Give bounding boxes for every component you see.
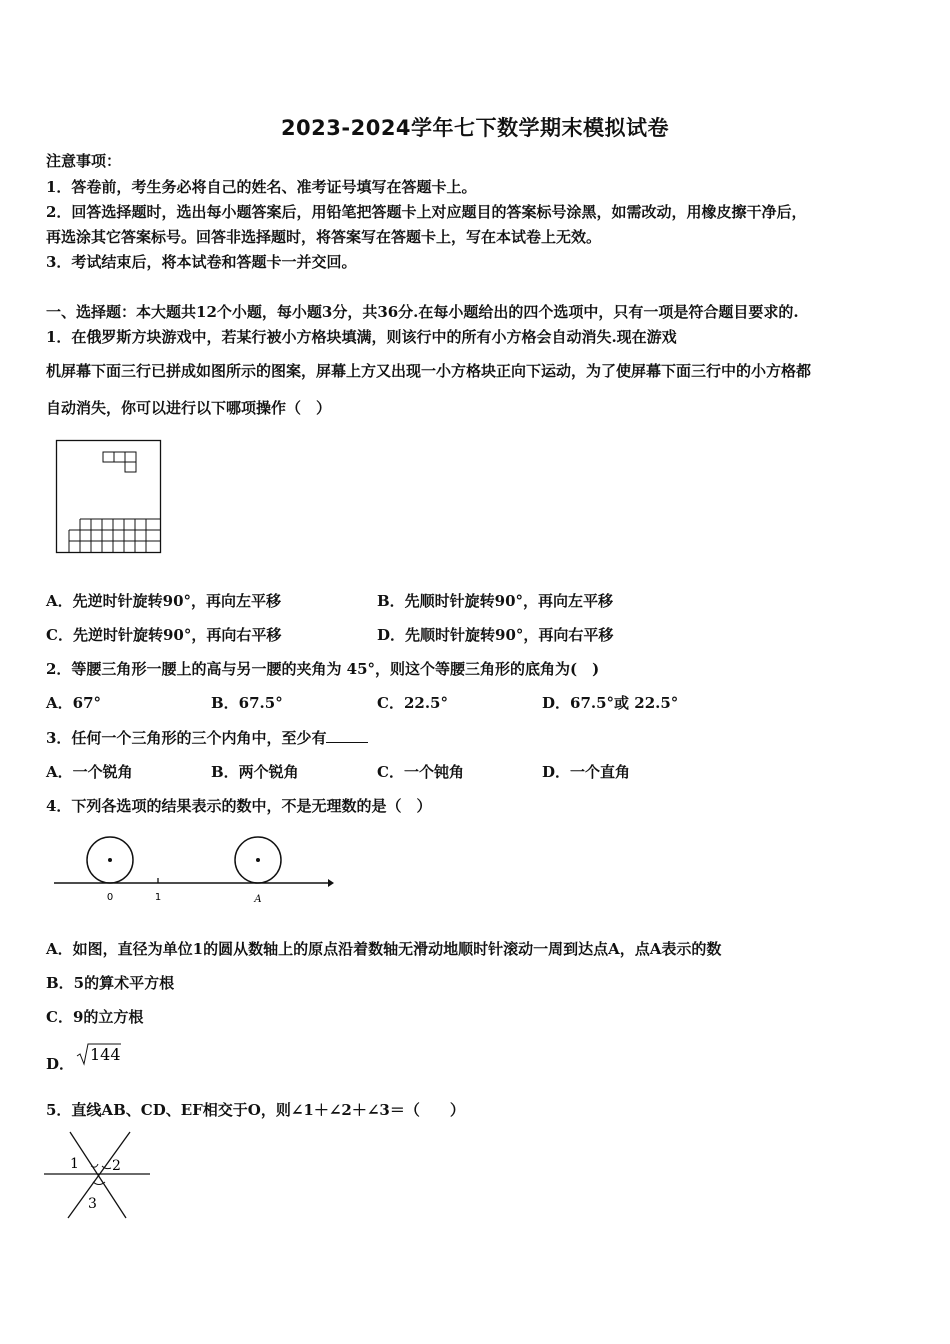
angle-label-1: 1	[70, 1156, 79, 1172]
q3-option-a[interactable]: A．一个锐角	[46, 763, 133, 781]
number-line-figure	[52, 836, 334, 908]
notice-item-2: 2．回答选择题时，选出每小题答案后，用铅笔把答题卡上对应题目的答案标号涂黑，如需改动，用橡皮擦干净后，	[46, 203, 807, 221]
q4-stem: 4．下列各选项的结果表示的数中，不是无理数的是（ ）	[46, 797, 432, 815]
page-title: 2023-2024学年七下数学期末模拟试卷	[280, 116, 670, 140]
q4-option-d[interactable]: D．	[46, 1055, 75, 1073]
notice-item-3: 3．考试结束后，将本试卷和答题卡一并交回。	[46, 253, 357, 271]
tetris-figure	[56, 440, 162, 554]
tick-label-zero: 0	[106, 892, 114, 903]
q2-option-b[interactable]: B．67.5°	[211, 694, 283, 712]
q2-option-d[interactable]: D．67.5°或 22.5°	[542, 694, 679, 712]
tick-label-one: 1	[154, 892, 162, 903]
notice-heading: 注意事项：	[46, 152, 122, 170]
q1-option-c[interactable]: C．先逆时针旋转90°，再向右平移	[46, 626, 282, 644]
q2-option-c[interactable]: C．22.5°	[377, 694, 448, 712]
notice-item-1: 1．答卷前，考生务必将自己的姓名、准考证号填写在答题卡上。	[46, 178, 477, 196]
q3-stem	[46, 728, 368, 748]
q3-answer-blank[interactable]	[326, 728, 368, 743]
q1-line-2: 机屏幕下面三行已拼成如图所示的图案，屏幕上方又出现一小方格块正向下运动，为了使屏幕下面三行中的小方格都	[46, 362, 812, 380]
q3-option-d[interactable]: D．一个直角	[542, 763, 631, 781]
q3-stem-text: 3．任何一个三角形的三个内角中，至少有	[46, 729, 327, 747]
q4-option-c[interactable]: C．9的立方根	[46, 1008, 144, 1026]
q4-option-b[interactable]: B．5的算术平方根	[46, 974, 175, 992]
q1-line-1: 1．在俄罗斯方块游戏中，若某行被小方格块填满，则该行中的所有小方格会自动消失.现在游戏	[46, 328, 677, 346]
q1-option-a[interactable]: A．先逆时针旋转90°，再向左平移	[46, 592, 282, 610]
q1-option-d[interactable]: D．先顺时针旋转90°，再向右平移	[377, 626, 614, 644]
q4-option-a[interactable]: A．如图，直径为单位1的圆从数轴上的原点沿着数轴无滑动地顺时针滚动一周到达点A，点A表示的数	[46, 940, 722, 958]
sqrt-radicand: 144	[90, 1045, 121, 1064]
q2-stem: 2．等腰三角形一腰上的高与另一腰的夹角为 45°，则这个等腰三角形的底角为( )	[46, 660, 600, 678]
q3-option-c[interactable]: C．一个钝角	[377, 763, 464, 781]
q1-line-3: 自动消失，你可以进行以下哪项操作（ ）	[46, 399, 332, 417]
q2-option-a[interactable]: A．67°	[46, 694, 102, 712]
notice-item-2-cont: 再选涂其它答案标号。回答非选择题时，将答案写在答题卡上，写在本试卷上无效。	[46, 228, 602, 246]
angle-label-2: 2	[112, 1158, 121, 1174]
q1-option-b[interactable]: B．先顺时针旋转90°，再向左平移	[377, 592, 614, 610]
q5-stem: 5．直线AB、CD、EF相交于O，则∠1＋∠2＋∠3＝（ ）	[46, 1101, 465, 1119]
intersecting-lines-figure	[42, 1130, 154, 1222]
q3-option-b[interactable]: B．两个锐角	[211, 763, 299, 781]
point-label-a: A	[254, 894, 262, 905]
angle-label-3: 3	[88, 1196, 97, 1212]
section-heading: 一、选择题：本大题共12个小题，每小题3分，共36分.在每小题给出的四个选项中，只有一项是符合题目要求的.	[46, 303, 799, 321]
sqrt-sign	[76, 1042, 122, 1066]
